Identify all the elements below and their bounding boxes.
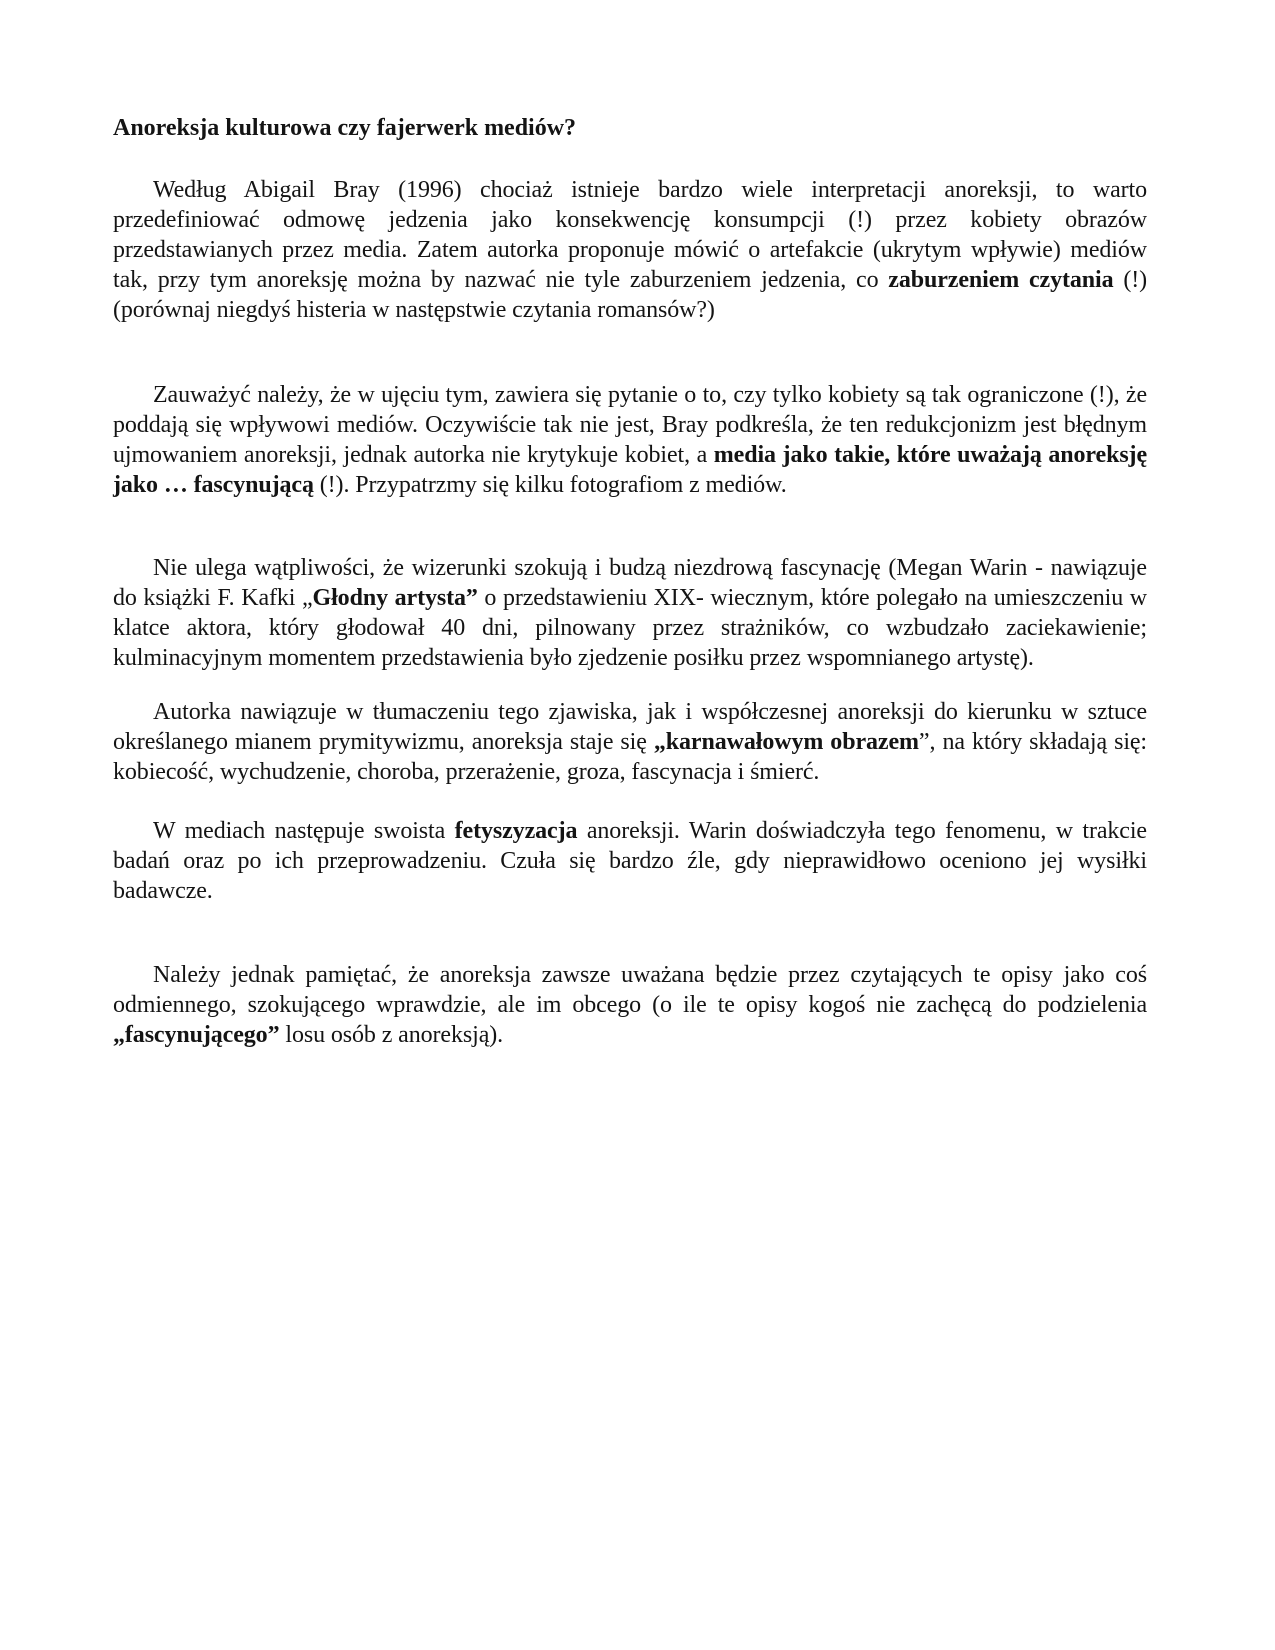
text-run: (!). Przypatrzmy się kilku fotografiom z mediów. xyxy=(313,472,787,498)
paragraph-2 xyxy=(113,380,1147,500)
bold-text-run: media jako takie, które uważają anoreksję jako … fascynującą xyxy=(113,442,1147,498)
text-run: o przedstawieniu XIX- wiecznym, które polegało na umieszczeniu w klatce aktora, który głodował 40 dni, pilnowany przez strażników, co wzbudzało zaciekawienie; kulminacyjnym momentem przedstawienia było zjedzenie posiłku przez wspomnianego artystę). xyxy=(113,585,1147,671)
bold-text-run: „karnawałowym obrazem xyxy=(653,729,919,755)
bold-text-run: zaburzeniem czytania xyxy=(888,267,1114,293)
paragraph-1 xyxy=(113,175,1147,325)
text-run: W mediach następuje swoista xyxy=(153,818,455,844)
text-run: Należy jednak pamiętać, że anoreksja zawsze uważana będzie przez czytających te opisy jako coś odmiennego, szokującego wprawdzie, ale im obcego (o ile te opisy kogoś nie zachęcą do podzielenia xyxy=(113,962,1147,1018)
document-body xyxy=(113,113,1147,1050)
text-run: (!) (porównaj niegdyś histeria w następstwie czytania romansów?) xyxy=(113,267,1147,323)
document-title: Anoreksja kulturowa czy fajerwerk mediów? xyxy=(113,115,577,141)
bold-text-run: fetyszyzacja xyxy=(454,818,578,844)
text-run: Nie ulega wątpliwości, że wizerunki szokują i budzą niezdrową fascynację (Megan Warin - nawiązuje do książki F. Kafki „ xyxy=(113,555,1147,611)
text-run: Według Abigail Bray (1996) chociaż istnieje bardzo wiele interpretacji anoreksji, to warto przedefiniować odmowę jedzenia jako konsekwencję konsumpcji (!) przez kobiety obrazów przedstawianych przez media. Zatem autorka proponuje mówić o artefakcie (ukrytym wpływie) mediów tak, przy tym anoreksję można by nazwać nie tyle zaburzeniem jedzenia, co xyxy=(113,177,1147,293)
paragraph-3 xyxy=(113,553,1147,673)
text-run: Zauważyć należy, że w ujęciu tym, zawiera się pytanie o to, czy tylko kobiety są tak ograniczone (!), że poddają się wpływowi mediów. Oczywiście tak nie jest, Bray podkreśla, że ten redukcjonizm jest błędnym ujmowaniem anoreksji, jednak autorka nie krytykuje kobiet, a xyxy=(113,382,1147,468)
text-run: Autorka nawiązuje w tłumaczeniu tego zjawiska, jak i współczesnej anoreksji do kierunku w sztuce określanego mianem prymitywizmu, anoreksja staje się xyxy=(113,699,1147,755)
text-run: ”, na który składają się: kobiecość, wychudzenie, choroba, przerażenie, groza, fascynacja i śmierć. xyxy=(113,729,1148,785)
paragraph-5 xyxy=(113,816,1147,906)
paragraph-6 xyxy=(113,960,1147,1050)
text-run: losu osób z anoreksją). xyxy=(279,1022,504,1048)
bold-text-run: „fascynującego” xyxy=(113,1022,280,1048)
bold-text-run: Głodny artysta” xyxy=(312,585,478,611)
text-run: anoreksji. Warin doświadczyła tego fenomenu, w trakcie badań oraz po ich przeprowadzeniu. Czuła się bardzo źle, gdy nieprawidłowo oceniono jej wysiłki badawcze. xyxy=(113,818,1147,904)
paragraph-4 xyxy=(113,697,1147,787)
